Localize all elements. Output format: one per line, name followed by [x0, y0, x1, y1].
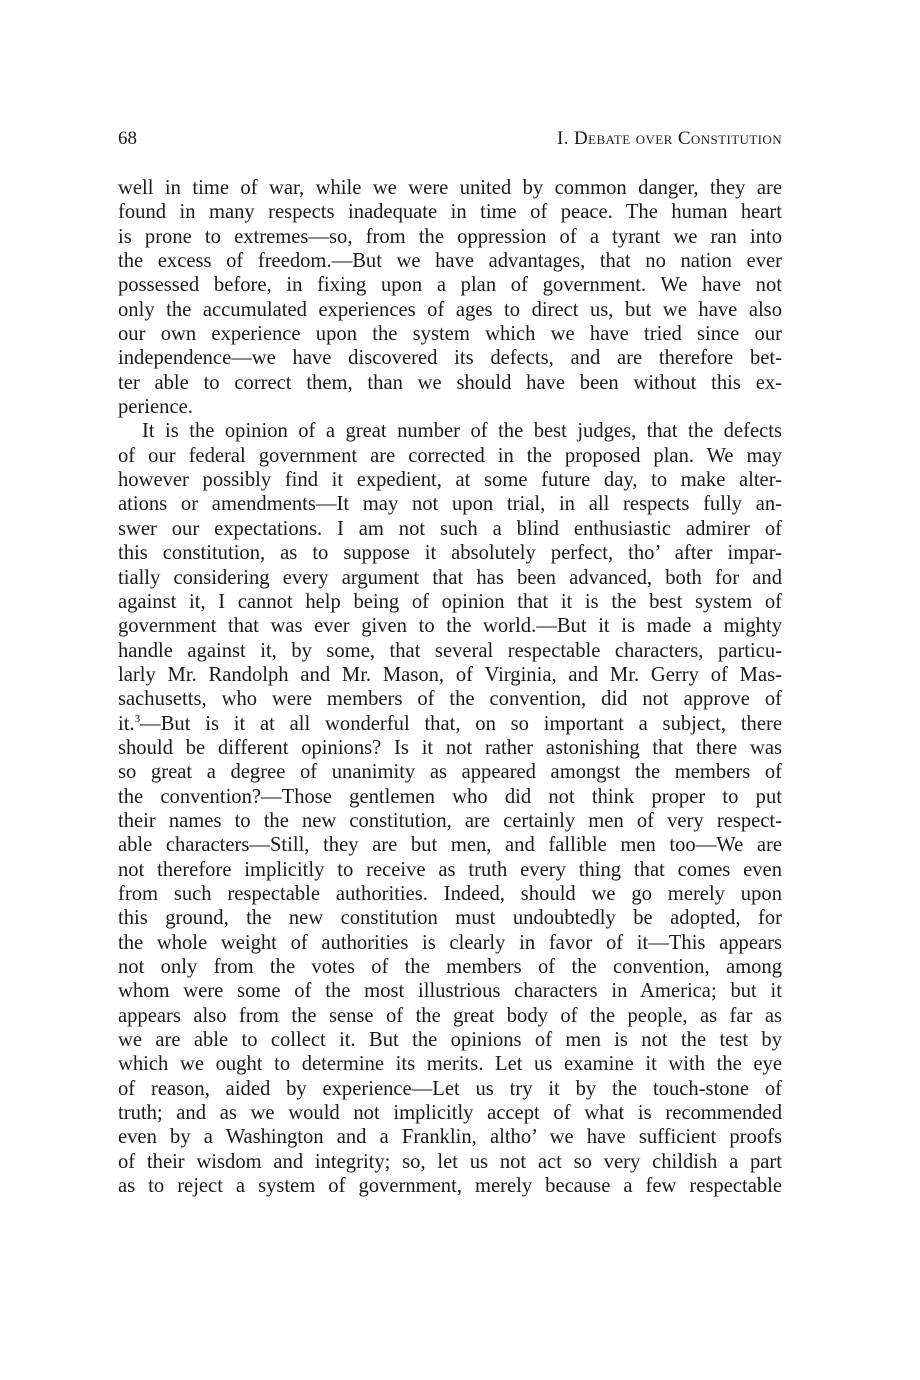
- text-line: only the accumulated experiences of ages to direct us, but we have also: [118, 298, 782, 321]
- text-line: ter able to correct them, than we should have been without this ex-: [118, 371, 782, 394]
- running-head: I. Debate over Constitution: [556, 128, 782, 149]
- text-line: it.$^3$—But is it at all wonderful that, on so important a subject, there: [118, 712, 782, 735]
- text-line: independence—we have discovered its defects, and are therefore bet-: [118, 347, 782, 370]
- page-header: [118, 128, 782, 150]
- text-line: found in many respects inadequate in time of peace. The human heart: [118, 201, 782, 224]
- text-line: this constitution, as to suppose it absolutely perfect, tho’ after impar-: [118, 542, 782, 565]
- page-number: 68: [118, 128, 137, 149]
- text-line: It is the opinion of a great number of the best judges, that the defects: [142, 420, 782, 443]
- paragraph: [118, 419, 782, 1198]
- text-line: of reason, aided by experience—Let us try it by the touch-stone of: [118, 1077, 782, 1100]
- text-line: is prone to extremes—so, from the oppression of a tyrant we ran into: [118, 225, 782, 248]
- text-line: government that was ever given to the world.—But it is made a mighty: [118, 615, 782, 638]
- text-line: handle against it, by some, that several respectable characters, particu-: [118, 639, 782, 662]
- body-text: [118, 176, 782, 1198]
- text-line: able characters—Still, they are but men, and fallible men too—We are: [118, 834, 782, 857]
- text-line: we are able to collect it. But the opinions of men is not the test by: [118, 1029, 782, 1052]
- text-line: whom were some of the most illustrious characters in America; but it: [118, 980, 782, 1003]
- text-line: the convention?—Those gentlemen who did not think proper to put: [118, 785, 782, 808]
- text-line: ations or amendments—It may not upon trial, in all respects fully an-: [118, 493, 782, 516]
- text-line: as to reject a system of government, merely because a few respectable: [118, 1175, 782, 1198]
- text-line: our own experience upon the system which we have tried since our: [118, 323, 782, 346]
- text-line: tially considering every argument that has been advanced, both for and: [118, 566, 782, 589]
- text-line: sachusetts, who were members of the convention, did not approve of: [118, 688, 782, 711]
- text-line: not only from the votes of the members of the convention, among: [118, 956, 782, 978]
- text-line: appears also from the sense of the great body of the people, as far as: [118, 1004, 782, 1027]
- text-line: their names to the new constitution, are certainly men of very respect-: [118, 809, 782, 832]
- text-line: swer our expectations. I am not such a blind enthusiastic admirer of: [118, 517, 782, 540]
- footnote-marker: 3: [134, 712, 141, 725]
- text-line: from such respectable authorities. Indeed, should we go merely upon: [118, 882, 782, 905]
- text-line: so great a degree of unanimity as appeared amongst the members of: [118, 761, 782, 784]
- text-line: however possibly find it expedient, at some future day, to make alter-: [118, 469, 782, 492]
- text-line: of our federal government are corrected in the proposed plan. We may: [118, 444, 782, 467]
- text-line: against it, I cannot help being of opinion that it is the best system of: [118, 590, 782, 613]
- paragraph: [118, 176, 782, 419]
- text-line: well in time of war, while we were united by common danger, they are: [118, 177, 782, 199]
- text-line: perience.: [118, 396, 193, 419]
- text-line: this ground, the new constitution must undoubtedly be adopted, for: [118, 907, 782, 930]
- text-line: larly Mr. Randolph and Mr. Mason, of Virginia, and Mr. Gerry of Mas-: [118, 663, 782, 686]
- text-line: should be different opinions? Is it not rather astonishing that there was: [118, 736, 782, 759]
- text-line: not therefore implicitly to receive as truth every thing that comes even: [118, 858, 782, 881]
- text-line: possessed before, in fixing upon a plan of government. We have not: [118, 274, 782, 297]
- text-line: of their wisdom and integrity; so, let us not act so very childish a part: [118, 1150, 782, 1173]
- text-line: truth; and as we would not implicitly accept of what is recommended: [118, 1102, 782, 1125]
- text-line: the whole weight of authorities is clearly in favor of it—This appears: [118, 931, 782, 954]
- text-line: which we ought to determine its merits. Let us examine it with the eye: [118, 1053, 782, 1076]
- text-line: the excess of freedom.—But we have advantages, that no nation ever: [118, 250, 782, 273]
- text-line: even by a Washington and a Franklin, altho’ we have sufficient proofs: [118, 1126, 782, 1149]
